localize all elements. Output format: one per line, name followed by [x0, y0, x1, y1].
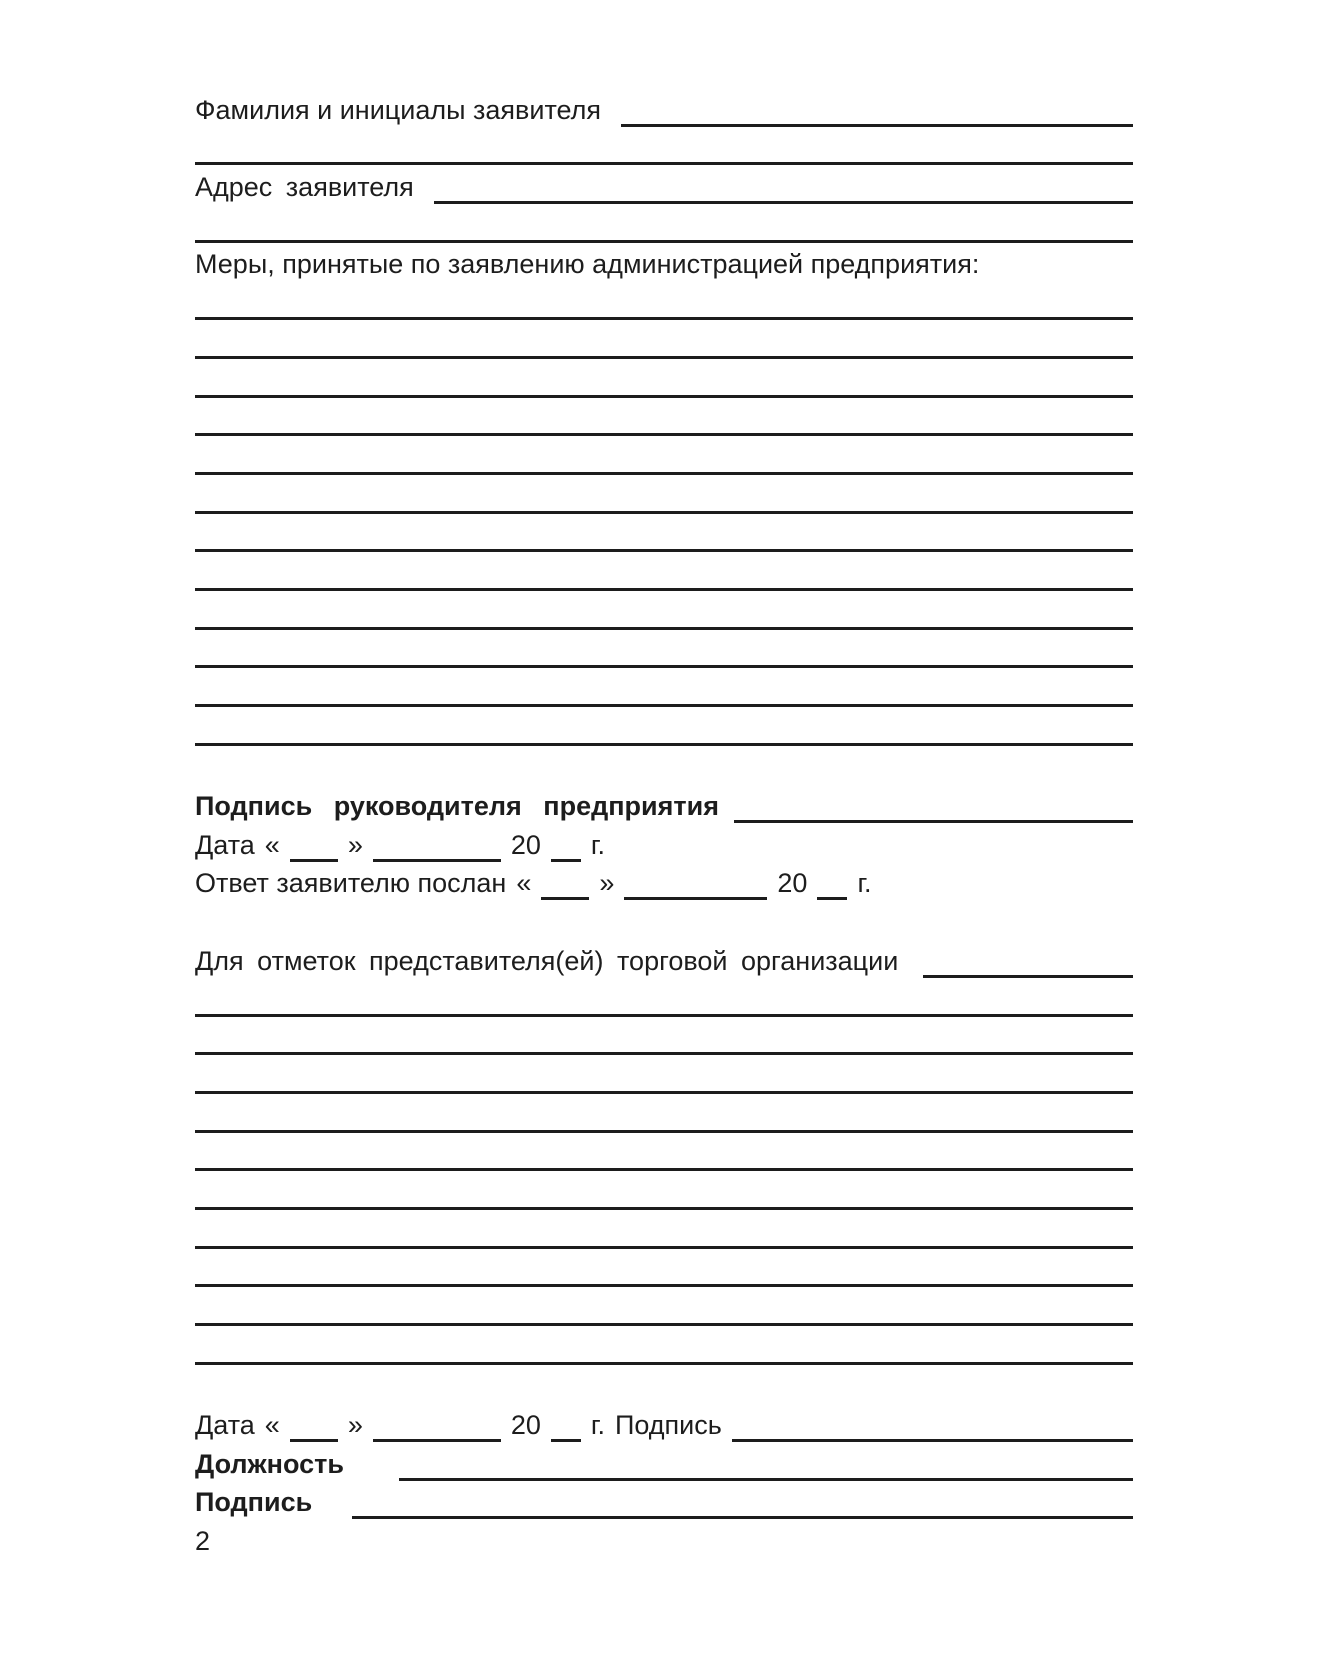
trade-org-blank-line[interactable]: [195, 1133, 1133, 1172]
trade-org-notes-line[interactable]: [923, 975, 1133, 978]
spacer-row: [195, 746, 1133, 785]
close-quote: »: [599, 868, 615, 899]
trade-org-blank-line[interactable]: [195, 1210, 1133, 1249]
reply-sent-row: [195, 862, 1133, 901]
century-prefix: 20: [510, 1410, 541, 1441]
page-number-row: [195, 1519, 1133, 1558]
measures-blank-line[interactable]: [195, 707, 1133, 746]
close-quote: »: [347, 1410, 363, 1441]
bottom-signature-line[interactable]: [732, 1439, 1133, 1442]
applicant-address-extra-line[interactable]: [195, 204, 1133, 243]
trade-org-blank-line[interactable]: [195, 1287, 1133, 1326]
date-label: Дата: [195, 829, 255, 860]
position-line[interactable]: [399, 1478, 1133, 1481]
date-day-line[interactable]: [290, 859, 338, 862]
director-signature-line[interactable]: [734, 820, 1133, 823]
date-month-line[interactable]: [373, 859, 501, 862]
trade-org-blank-lines: [195, 978, 1133, 1365]
signature-label: Подпись: [195, 1487, 313, 1518]
trade-org-blank-line[interactable]: [195, 1171, 1133, 1210]
open-quote: «: [264, 829, 280, 860]
open-quote: «: [264, 1410, 280, 1441]
measures-blank-line[interactable]: [195, 552, 1133, 591]
measures-blank-line[interactable]: [195, 514, 1133, 553]
trade-org-blank-line[interactable]: [195, 1055, 1133, 1094]
date-year-line[interactable]: [551, 859, 581, 862]
reply-day-line[interactable]: [541, 897, 589, 900]
applicant-address-row: [195, 165, 1133, 204]
measures-heading-row: [195, 243, 1133, 282]
signature-line[interactable]: [352, 1516, 1133, 1519]
trade-org-blank-line[interactable]: [195, 978, 1133, 1017]
page-number: 2: [195, 1526, 211, 1557]
close-quote: »: [347, 829, 363, 860]
director-signature-label: Подпись руководителя предприятия: [195, 791, 719, 822]
applicant-name-row: [195, 88, 1133, 127]
trade-org-blank-line[interactable]: [195, 1326, 1133, 1365]
bottom-date-month-line[interactable]: [373, 1439, 501, 1442]
measures-blank-line[interactable]: [195, 359, 1133, 398]
measures-blank-line[interactable]: [195, 668, 1133, 707]
measures-blank-line[interactable]: [195, 591, 1133, 630]
bottom-date-year-line[interactable]: [551, 1439, 581, 1442]
year-suffix: г.: [857, 868, 872, 899]
bottom-date-day-line[interactable]: [290, 1439, 338, 1442]
applicant-name-extra-line[interactable]: [195, 127, 1133, 166]
trade-org-notes-row: [195, 939, 1133, 978]
reply-year-line[interactable]: [817, 897, 847, 900]
spacer-row: [195, 900, 1133, 939]
applicant-address-line[interactable]: [434, 201, 1133, 204]
year-suffix: г.: [590, 1410, 605, 1441]
position-row: [195, 1442, 1133, 1481]
reply-sent-label: Ответ заявителю послан: [195, 868, 507, 899]
measures-blank-lines: [195, 281, 1133, 745]
century-prefix: 20: [777, 868, 808, 899]
reply-month-line[interactable]: [624, 897, 767, 900]
bottom-signature-label: Подпись: [614, 1410, 722, 1441]
applicant-address-label: Адрес заявителя: [195, 172, 414, 203]
trade-org-blank-line[interactable]: [195, 1249, 1133, 1288]
measures-blank-line[interactable]: [195, 630, 1133, 669]
director-date-row: [195, 823, 1133, 862]
bottom-date-signature-row: [195, 1403, 1133, 1442]
trade-org-blank-line[interactable]: [195, 1017, 1133, 1056]
date-label: Дата: [195, 1410, 255, 1441]
trade-org-notes-label: Для отметок представителя(ей) торговой организации: [195, 945, 899, 976]
measures-blank-line[interactable]: [195, 475, 1133, 514]
spacer-row: [195, 1365, 1133, 1404]
measures-heading-label: Меры, принятые по заявлению администрацией предприятия:: [195, 249, 980, 280]
applicant-name-label: Фамилия и инициалы заявителя: [195, 94, 602, 125]
measures-blank-line[interactable]: [195, 281, 1133, 320]
trade-org-blank-line[interactable]: [195, 1094, 1133, 1133]
applicant-name-line[interactable]: [621, 124, 1133, 127]
century-prefix: 20: [510, 829, 541, 860]
measures-blank-line[interactable]: [195, 436, 1133, 475]
position-label: Должность: [195, 1448, 344, 1479]
director-signature-row: [195, 784, 1133, 823]
signature-row: [195, 1481, 1133, 1520]
year-suffix: г.: [590, 829, 605, 860]
open-quote: «: [516, 868, 532, 899]
measures-blank-line[interactable]: [195, 320, 1133, 359]
measures-blank-line[interactable]: [195, 398, 1133, 437]
